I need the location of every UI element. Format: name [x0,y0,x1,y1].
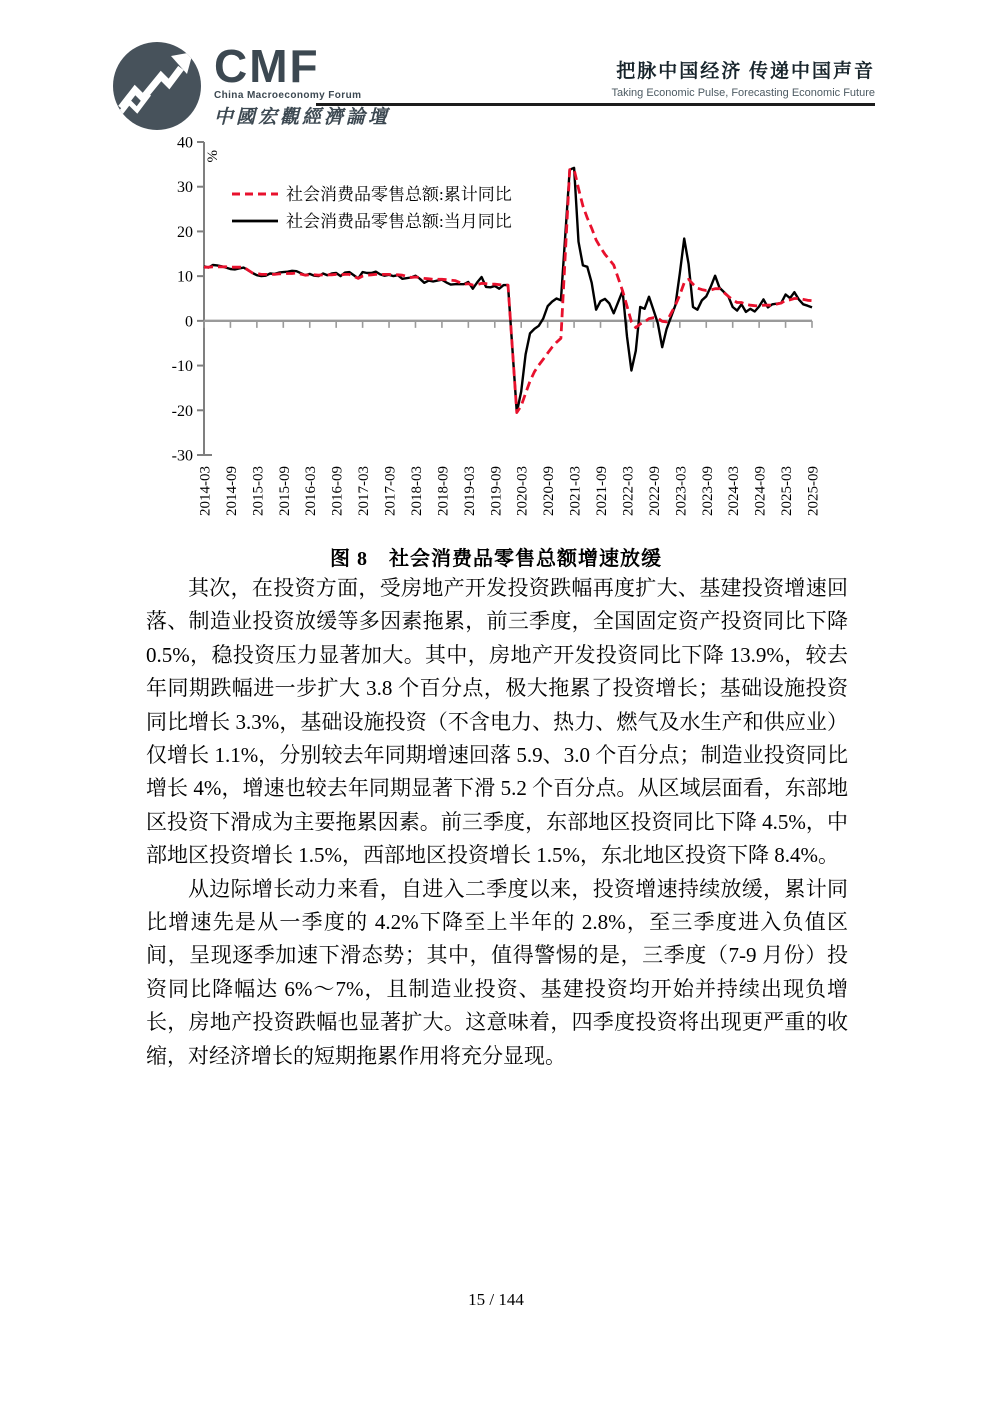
svg-text:2021-03: 2021-03 [567,466,584,516]
figure-8-chart [160,128,940,540]
svg-text:2025-09: 2025-09 [805,466,822,516]
cmf-logo [113,42,201,130]
cmf-logo-icon [113,42,201,130]
svg-text:2018-09: 2018-09 [435,466,452,516]
svg-text:2021-09: 2021-09 [594,466,611,516]
svg-text:10: 10 [177,268,193,286]
svg-text:2014-03: 2014-03 [197,466,214,516]
slogan-english: Taking Economic Pulse, Forecasting Economic Future [611,87,875,99]
figure-caption: 图 8 社会消费品零售总额增速放缓 [330,548,662,570]
slogan-chinese: 把脉中国经济 传递中国声音 [616,61,875,82]
svg-text:20: 20 [177,223,193,241]
svg-text:-30: -30 [171,447,193,465]
svg-text:-20: -20 [171,402,193,420]
svg-text:2022-03: 2022-03 [620,466,637,516]
svg-text:40: 40 [177,134,193,152]
svg-text:2023-09: 2023-09 [699,466,716,516]
svg-text:2017-03: 2017-03 [356,466,373,516]
svg-text:2016-03: 2016-03 [303,466,320,516]
svg-text:30: 30 [177,179,193,197]
body-text [146,572,848,1073]
paragraph-marginal-growth: 从边际增长动力来看，自进入二季度以来，投资增速持续放缓，累计同比增速先是从一季度的 4.2%下降至上半年的 2.8%，至三季度进入负值区间，呈现逐季加速下滑态势；其中，值得警惕的是，三季度（7-9 月份）投资同比降幅达 6%～7%，且制造业投资、基建投资均开始并持续出现负增长，房地产投资跌幅也显著扩大。这意味着，四季度投资将出现更严重的收缩，对经济增长的短期拖累作用将充分显现。 [146,876,848,1068]
svg-text:2019-03: 2019-03 [461,466,478,516]
svg-text:2018-03: 2018-03 [408,466,425,516]
page-number: 15 / 144 [468,1290,524,1309]
svg-text:0: 0 [185,313,193,331]
svg-text:-10: -10 [171,358,193,376]
svg-text:社会消费品零售总额:当月同比: 社会消费品零售总额:当月同比 [286,212,512,231]
svg-text:2024-03: 2024-03 [726,466,743,516]
svg-text:2024-09: 2024-09 [752,466,769,516]
svg-text:2025-03: 2025-03 [779,466,796,516]
svg-text:2022-09: 2022-09 [646,466,663,516]
svg-text:2016-09: 2016-09 [329,466,346,516]
svg-text:2019-09: 2019-09 [488,466,505,516]
paragraph-investment-overview: 其次，在投资方面，受房地产开发投资跌幅再度扩大、基建投资增速回落、制造业投资放缓等多因素拖累，前三季度，全国固定资产投资同比下降 0.5%，稳投资压力显著加大。其中，房地产开发投资同比下降 13.9%，较去年同期跌幅进一步扩大 3.8 个百分点，极大拖累了投资增长；基础设施投资同比增长 3.3%，基础设施投资（不含电力、热力、燃气及水生产和供应业）仅增长 1.1%，分别较去年同期增速回落 5.9、3.0 个百分点；制造业投资同比增长 4%，增速也较去年同期显著下滑 5.2 个百分点。从区域层面看，东部地区投资下滑成为主要拖累因素。前三季度，东部地区投资同比下降 4.5%，中部地区投资增长 1.5%，西部地区投资增长 1.5%，东北地区投资下降 8.4%。 [146,576,848,868]
svg-text:2014-09: 2014-09 [223,466,240,516]
cmf-org-name-zh: 中國宏觀經濟論壇 [214,107,391,128]
svg-text:2015-03: 2015-03 [250,466,267,516]
retail-sales-line-chart [160,128,940,540]
svg-text:2020-09: 2020-09 [541,466,558,516]
svg-text:%: % [205,150,221,163]
svg-text:2015-09: 2015-09 [276,466,293,516]
svg-text:2020-03: 2020-03 [514,466,531,516]
cmf-org-name-en: China Macroeconomy Forum [214,90,362,101]
svg-text:社会消费品零售总额:累计同比: 社会消费品零售总额:累计同比 [286,185,512,204]
header-divider [316,103,875,106]
svg-text:2017-09: 2017-09 [382,466,399,516]
cmf-acronym: CMF [214,40,320,92]
svg-text:2023-03: 2023-03 [673,466,690,516]
cmf-wordmark [214,40,474,129]
header-slogan [611,56,875,99]
